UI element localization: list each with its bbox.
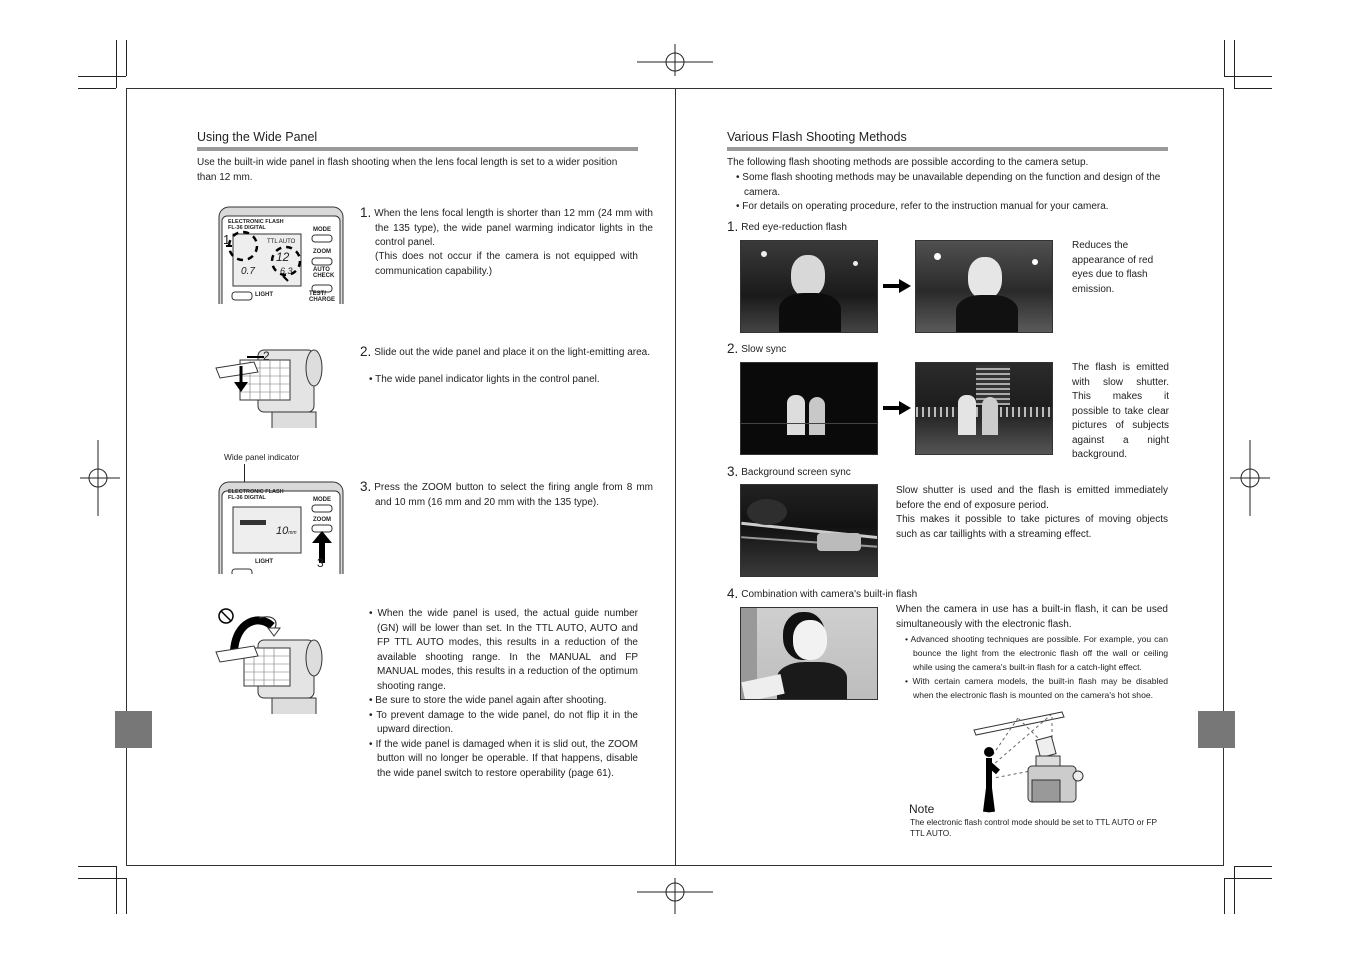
panel3-zoom-value [276, 521, 297, 539]
left-title-rule [197, 147, 638, 151]
intro-bullet: • Some flash shooting methods may be unavailable depending on the function and design of the camera. [736, 172, 1161, 198]
method-1-number: 1. [727, 219, 739, 234]
panel-reading-a: 0.7 [241, 266, 255, 277]
registration-mark-icon [80, 440, 120, 516]
step-3-number: 3. [360, 479, 372, 494]
note-title: Note [909, 802, 935, 816]
panel-zoom-label: ZOOM [313, 249, 331, 255]
no-entry-icon [219, 609, 233, 623]
registration-mark-icon [637, 874, 713, 914]
method-2-heading [727, 342, 786, 358]
panel-light-label: LIGHT [255, 292, 273, 298]
panel-ttl-auto: TTL AUTO [267, 239, 296, 245]
caution-item: • To prevent damage to the wide panel, do not flip it in the upward direction. [369, 709, 638, 735]
page-edge-tab-right [1198, 711, 1235, 748]
page-edge-tab-left [115, 711, 152, 748]
wide-panel-cautions [369, 607, 638, 781]
panel3-brand-line1: ELECTRONIC FLASH [228, 489, 284, 495]
method-3-number: 3. [727, 464, 739, 479]
method-3-desc-1: Slow shutter is used and the flash is emitted immediately before the end of exposure period. [896, 485, 1168, 511]
panel-reading-b: 12 [276, 250, 290, 264]
method-3-heading [727, 465, 851, 481]
panel-auto-label: AUTO [313, 267, 330, 273]
flash-wide-panel-figure [214, 340, 324, 428]
method-2-title: Slow sync [741, 344, 787, 355]
right-arrow-icon [883, 279, 911, 293]
method-4-desc: When the camera in use has a built-in flash, it can be used simultaneously with the electronic flash. [896, 604, 1168, 630]
step-2 [360, 345, 653, 361]
red-eye-before-photo [740, 240, 878, 333]
panel-brand-line2: FL-36 DIGITAL [228, 225, 266, 231]
panel-charge-label: CHARGE [309, 297, 336, 303]
registration-mark-icon [1230, 440, 1270, 516]
step-2-number: 2. [360, 344, 372, 359]
step-1-number: 1. [360, 205, 372, 220]
right-intro: The following flash shooting methods are possible according to the camera setup. [727, 157, 1089, 168]
right-page-title: Various Flash Shooting Methods [727, 130, 907, 144]
registration-mark-icon [637, 44, 713, 84]
red-eye-after-photo [915, 240, 1053, 333]
step-1 [360, 206, 653, 251]
step-1-text: When the lens focal length is shorter than 12 mm (24 mm with the 135 type), the wide panel warming indicator lights in the control panel. [374, 208, 653, 248]
panel-reading-c: 6.3 [280, 266, 293, 276]
built-in-flash-photo [740, 607, 878, 700]
control-panel-figure-1 [218, 206, 344, 304]
panel3-callout-3: 3 [317, 556, 324, 570]
method-1-title: Red eye-reduction flash [741, 222, 847, 233]
panel3-zoom-unit: mm [288, 530, 297, 536]
control-panel-figure-3 [218, 481, 344, 574]
panel3-light-label: LIGHT [255, 559, 273, 565]
wide-panel-indicator-label: Wide panel indicator [224, 452, 300, 462]
method-2-number: 2. [727, 341, 739, 356]
method-4-bullet: • With certain camera models, the built-in flash may be disabled when the electronic flash is mounted on the camera's hot shoe. [905, 676, 1168, 700]
slow-sync-after-photo [915, 362, 1053, 455]
step-2-text: Slide out the wide panel and place it on the light-emitting area. [374, 347, 650, 358]
panel3-mode-label: MODE [313, 497, 331, 503]
right-intro-bullets [736, 171, 1168, 215]
step-2-bullet: • The wide panel indicator lights in the control panel. [369, 374, 600, 385]
slow-sync-before-photo [740, 362, 878, 455]
method-3-desc-2: This makes it possible to take pictures of moving objects such as car taillights with a streaming effect. [896, 514, 1168, 540]
step-3-text: Press the ZOOM button to select the firing angle from 8 mm and 10 mm (16 mm and 20 mm with the 135 type). [374, 482, 653, 508]
panel3-zoom-number: 10 [276, 525, 289, 537]
intro-bullet: • For details on operating procedure, refer to the instruction manual for your camera. [736, 201, 1109, 212]
page-spine [675, 88, 676, 866]
step-1-note: (This does not occur if the camera is not equipped with communication capability.) [375, 251, 638, 277]
bounce-flash-illustration [972, 708, 1092, 816]
panel-brand-line1: ELECTRONIC FLASH [228, 219, 284, 225]
method-4-bullet: • Advanced shooting techniques are possible. For example, you can bounce the light from the electronic flash off the wall or ceiling while using the camera's built-in flash for a catch-light effect. [905, 634, 1168, 672]
panel3-zoom-label: ZOOM [313, 517, 331, 523]
step-3 [360, 480, 653, 510]
panel-test-label: TEST/ [309, 291, 327, 297]
right-arrow-icon [883, 401, 911, 415]
caution-item: • Be sure to store the wide panel again after shooting. [369, 695, 607, 706]
method-3-title: Background screen sync [741, 467, 851, 478]
method-2-desc: The flash is emitted with slow shutter. This makes it possible to take clear pictures of subjects against a night background. [1072, 362, 1169, 460]
method-1-heading [727, 220, 847, 236]
background-sync-photo [740, 484, 878, 577]
method-4-number: 4. [727, 586, 739, 601]
panel-mode-label: MODE [313, 227, 331, 233]
note-text: The electronic flash control mode should be set to TTL AUTO or FP TTL AUTO. [910, 817, 1157, 838]
method-3-desc [896, 484, 1168, 542]
panel3-brand-line2: FL-36 DIGITAL [228, 495, 266, 501]
caution-item: • When the wide panel is used, the actual guide number (GN) will be lower than set. In the TTL AUTO, AUTO and FP TTL AUTO modes, this results in a reduction of the available shooting range. In the MANUAL and FP MANUAL modes, this results in a reduction of the optimum shooting range. [369, 608, 638, 692]
caution-item: • If the wide panel is damaged when it is slid out, the ZOOM button will no longer be operable. If that happens, disable the wide panel switch to restore operability (page 61). [369, 738, 638, 779]
panel-check-label: CHECK [313, 273, 335, 279]
method-4-bullets [905, 632, 1168, 702]
method-1-desc: Reduces the appearance of red eyes due to flash emission. [1072, 240, 1154, 295]
method-4-heading [727, 587, 917, 603]
method-4-title: Combination with camera's built-in flash [741, 589, 918, 600]
panel-callout-1: 1 [223, 232, 231, 247]
left-intro: Use the built-in wide panel in flash shooting when the lens focal length is set to a wider position than 12 mm. [197, 157, 618, 183]
left-page-title: Using the Wide Panel [197, 130, 318, 144]
flip-warning-figure [214, 606, 324, 714]
callout-2: 2 [263, 349, 270, 363]
right-title-rule [727, 147, 1168, 151]
